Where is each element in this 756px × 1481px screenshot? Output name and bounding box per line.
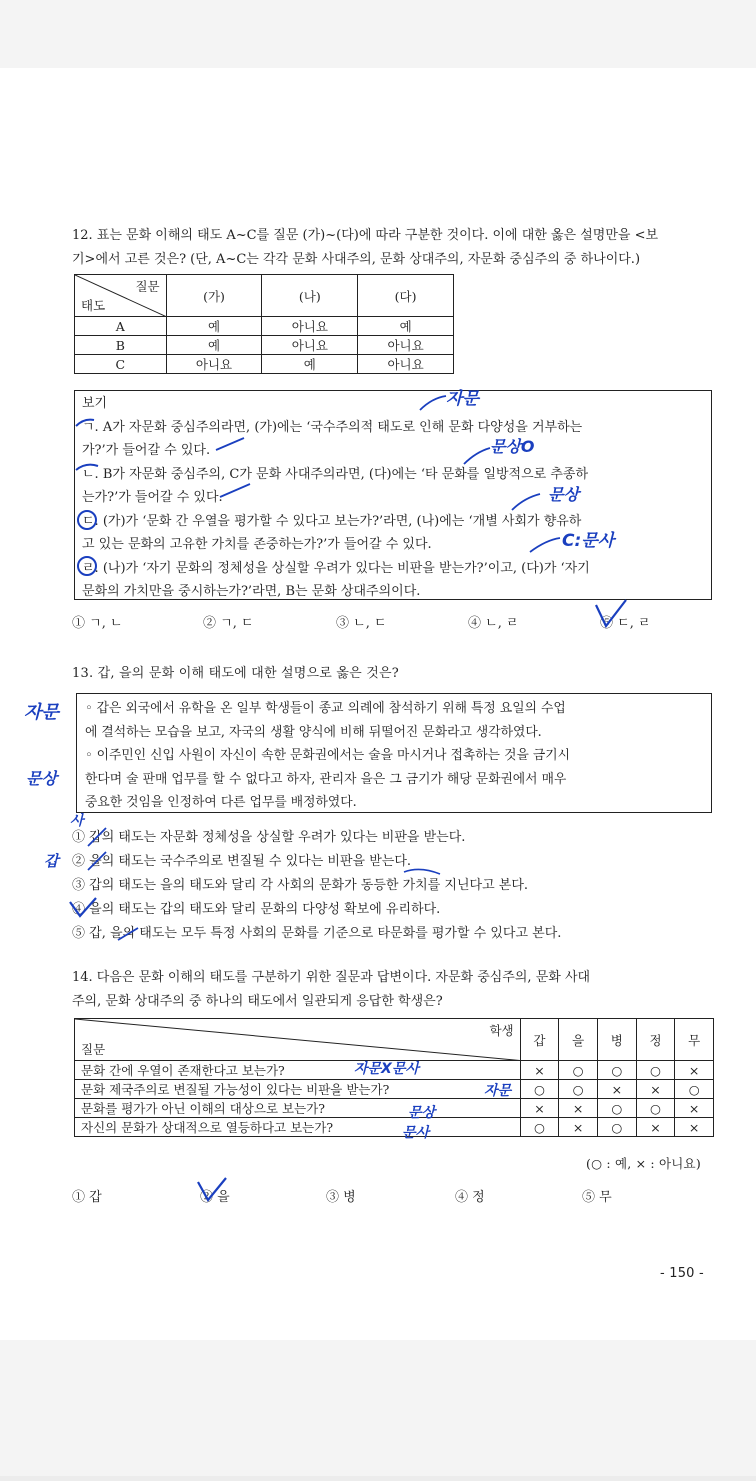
bottom-area <box>0 1340 756 1481</box>
q14-choice-5[interactable]: ⑤ 무 <box>582 1190 612 1205</box>
q12-cell: 예 <box>166 336 262 355</box>
q12-corner-top: 질문 <box>135 279 160 294</box>
q14-cell: × <box>636 1080 675 1099</box>
bogi-line: ㄷ. (가)가 ‘문화 간 우열을 평가할 수 있다고 보는가?’라면, (나)에는 ‘개별 사회가 향유하 <box>82 513 582 529</box>
q12-stem-line2: 기>에서 고른 것은? (단, A~C는 각각 문화 사대주의, 문화 상대주의, 자문화 중심주의 중 하나이다.) <box>72 252 641 267</box>
q12-note-4: C:문사 <box>562 531 615 551</box>
q12-cell: 아니요 <box>358 336 454 355</box>
q13-option-2[interactable]: ② 을의 태도는 국수주의로 변질될 수 있다는 비판을 받는다. <box>72 854 412 869</box>
q14-question: 자신의 문화가 상대적으로 열등하다고 보는가? <box>75 1118 521 1137</box>
q14-cell: × <box>559 1118 598 1137</box>
q14-header: 정 <box>636 1019 675 1061</box>
q12-header: (나) <box>262 275 358 317</box>
q12-choice-4[interactable]: ④ ㄴ, ㄹ <box>468 616 519 631</box>
q14-choice-1[interactable]: ① 갑 <box>72 1190 102 1205</box>
q12-note-3: 문상 <box>548 485 579 504</box>
q14-cell: × <box>636 1118 675 1137</box>
q14-cell: × <box>675 1118 714 1137</box>
q13-option-5[interactable]: ⑤ 갑, 을의 태도는 모두 특정 사회의 문화를 기준으로 타문화를 평가할 수 있다고 본다. <box>72 926 562 941</box>
q12-header: (가) <box>166 275 262 317</box>
q14-cell: ○ <box>520 1118 559 1137</box>
q14-question: 문화 제국주의로 변질될 가능성이 있다는 비판을 받는가? <box>75 1080 521 1099</box>
q14-cell: × <box>597 1080 636 1099</box>
bogi-line: 고 있는 문화의 고유한 가치를 존중하는가?’가 들어갈 수 있다. <box>82 537 432 552</box>
q14-choice-2[interactable]: ② 을 <box>200 1190 230 1205</box>
q14-stem <box>72 966 717 1014</box>
q12-row-label: B <box>75 336 167 355</box>
q14-cell: ○ <box>559 1061 598 1080</box>
bogi-line: 는가?’가 들어갈 수 있다. <box>82 490 223 505</box>
q12-note-2: 문상O <box>490 437 535 456</box>
q12-cell: 아니요 <box>166 355 262 374</box>
q14-cell: ○ <box>636 1061 675 1080</box>
q14-header: 병 <box>597 1019 636 1061</box>
q12-stem-line1: 12. 표는 문화 이해의 태도 A~C를 질문 (가)~(다)에 따라 구분한 것이다. 이에 대한 옳은 설명만을 <보 <box>72 228 659 243</box>
bogi-line: ㄴ. B가 자문화 중심주의, C가 문화 사대주의라면, (다)에는 ‘타 문화를 일방적으로 추종하 <box>82 466 589 482</box>
q13-note-1: 자문 <box>24 702 59 723</box>
q14-table-row <box>75 1118 714 1137</box>
q14-question: 문화 간에 우열이 존재한다고 보는가? <box>75 1061 521 1080</box>
q14-corner-diagonal <box>75 1019 525 1061</box>
q13-note-2: 문상 <box>26 769 57 788</box>
q14-note-2: 자문 <box>484 1083 512 1099</box>
q13-stem: 13. 갑, 을의 문화 이해 태도에 대한 설명으로 옳은 것은? <box>72 666 399 681</box>
q14-table-corner <box>75 1019 521 1061</box>
bogi-line: ㄱ. A가 자문화 중심주의라면, (가)에는 ‘국수주의적 태도로 인해 문화 다양성을 거부하는 <box>82 419 583 435</box>
q12-cell: 예 <box>358 317 454 336</box>
q14-corner-top: 학생 <box>489 1023 514 1038</box>
q14-cell: × <box>675 1061 714 1080</box>
q13-box-line: ◦ 이주민인 신입 사원이 자신이 속한 문화권에서는 술을 마시거나 접촉하는 것을 금기시 <box>85 748 570 763</box>
q14-cell: × <box>520 1099 559 1118</box>
q14-cell: ○ <box>597 1061 636 1080</box>
q12-choice-3[interactable]: ③ ㄴ, ㄷ <box>336 616 387 631</box>
q14-note-3: 문상 <box>408 1105 436 1121</box>
q14-note-1: 자문X문사 <box>354 1061 419 1077</box>
q14-header: 을 <box>559 1019 598 1061</box>
q12-cell: 예 <box>262 355 358 374</box>
q13-note-4: 갑 <box>44 852 59 870</box>
q14-stem-line2: 주의, 문화 상대주의 중 하나의 태도에서 일관되게 응답한 학생은? <box>72 994 443 1009</box>
q13-box-line: 중요한 것임을 인정하여 다른 업무를 배정하였다. <box>85 795 357 810</box>
q12-note-1: 자문 <box>446 389 479 409</box>
q13-box-line: 에 결석하는 모습을 보고, 자국의 생활 양식에 비해 뒤떨어진 문화라고 생각하였다. <box>85 724 542 740</box>
q14-choice-4[interactable]: ④ 정 <box>455 1190 485 1205</box>
q14-cell: ○ <box>559 1080 598 1099</box>
bottom-divider <box>0 1476 756 1481</box>
q12-row-label: C <box>75 355 167 374</box>
q14-cell: ○ <box>675 1080 714 1099</box>
q12-row-label: A <box>75 317 167 336</box>
q13-option-3[interactable]: ③ 갑의 태도는 을의 태도와 달리 각 사회의 문화가 동등한 가치를 지닌다고 본다. <box>72 878 529 893</box>
q13-option-4[interactable]: ④ 을의 태도는 갑의 태도와 달리 문화의 다양성 확보에 유리하다. <box>72 902 441 917</box>
bogi-line: ㄹ. (나)가 ‘자기 문화의 정체성을 상실할 우려가 있다는 비판을 받는가?’이고, (다)가 ‘자기 <box>82 560 590 576</box>
q14-question: 문화를 평가가 아닌 이해의 대상으로 보는가? <box>75 1099 521 1118</box>
q12-choice-5[interactable]: ⑤ ㄷ, ㄹ <box>600 616 651 631</box>
q14-corner-bottom: 질문 <box>81 1042 106 1057</box>
q14-cell: × <box>675 1099 714 1118</box>
q14-cell: ○ <box>520 1080 559 1099</box>
q14-table-row <box>75 1099 714 1118</box>
q12-header: (다) <box>358 275 454 317</box>
q12-corner-bottom: 태도 <box>81 298 106 313</box>
q14-stem-line1: 14. 다음은 문화 이해의 태도를 구분하기 위한 질문과 답변이다. 자문화 중심주의, 문화 사대 <box>72 970 591 985</box>
q14-note-4: 문사 <box>402 1125 430 1141</box>
q14-cell: × <box>559 1099 598 1118</box>
q13-box-line: ◦ 갑은 외국에서 유학을 온 일부 학생들이 종교 의례에 참석하기 위해 특정 요일의 수업 <box>85 701 566 716</box>
q13-note-3: 사 <box>70 813 84 829</box>
q12-cell: 아니요 <box>262 336 358 355</box>
q14-cell: ○ <box>597 1099 636 1118</box>
q14-table-row <box>75 1080 714 1099</box>
q14-cell: × <box>520 1061 559 1080</box>
q12-cell: 예 <box>166 317 262 336</box>
q14-cell: ○ <box>636 1099 675 1118</box>
q12-choice-1[interactable]: ① ㄱ, ㄴ <box>72 616 123 631</box>
q14-choice-3[interactable]: ③ 병 <box>326 1190 356 1205</box>
q14-header: 무 <box>675 1019 714 1061</box>
bogi-line: 가?’가 들어갈 수 있다. <box>82 443 211 458</box>
q13-box-line: 한다며 술 판매 업무를 할 수 없다고 하자, 관리자 을은 그 금기가 해당 문화권에서 매우 <box>85 771 567 787</box>
q13-option-1[interactable]: ① 갑의 태도는 자문화 정체성을 상실할 우려가 있다는 비판을 받는다. <box>72 830 466 845</box>
q12-choice-2[interactable]: ② ㄱ, ㄷ <box>203 616 254 631</box>
q14-header: 갑 <box>520 1019 559 1061</box>
q14-cell: ○ <box>597 1118 636 1137</box>
bogi-title: 보기 <box>82 396 108 411</box>
bogi-line: 문화의 가치만을 중시하는가?’라면, B는 문화 상대주의이다. <box>82 584 421 599</box>
q12-cell: 아니요 <box>262 317 358 336</box>
q14-ink-check <box>0 1170 756 1210</box>
q12-cell: 아니요 <box>358 355 454 374</box>
q14-legend: (○ : 예, × : 아니요) <box>586 1156 701 1171</box>
page-number: - 150 - <box>660 1266 704 1281</box>
